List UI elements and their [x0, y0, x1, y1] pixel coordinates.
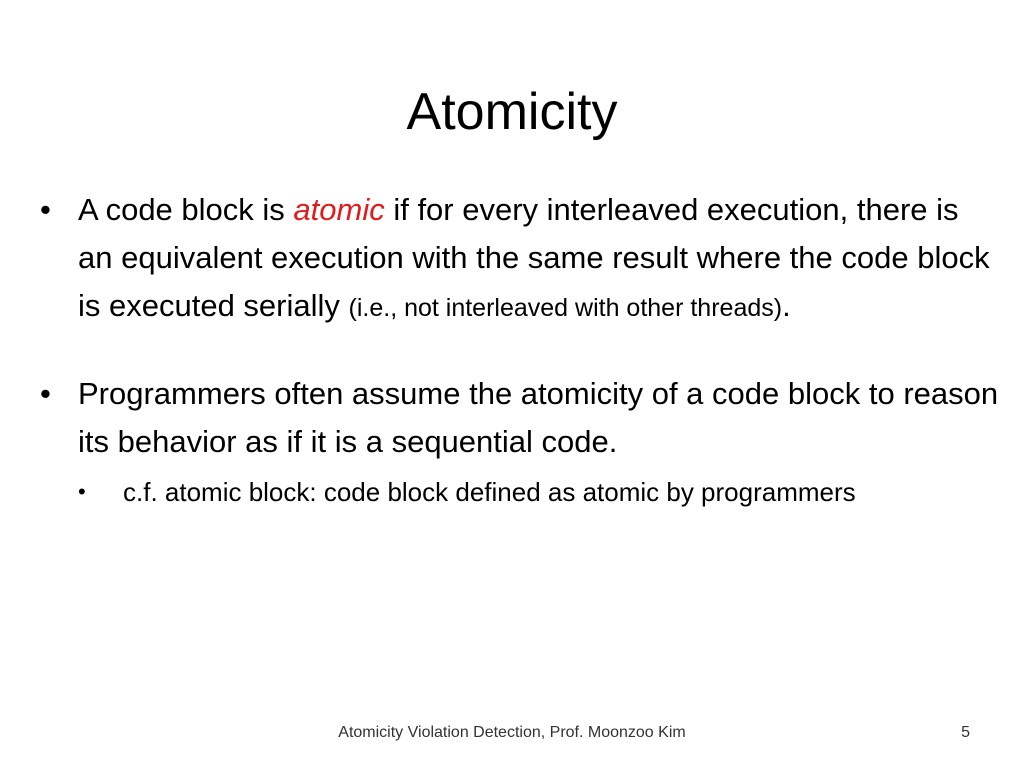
bullet-marker: •: [40, 192, 51, 227]
bullet-text-before: A code block is: [78, 192, 294, 227]
bullet-text-after: if for every interleaved execution, there is an equivalent execution with the same result where the code block is executed serially: [78, 192, 990, 323]
emphasis-term-atomic: atomic: [293, 192, 385, 227]
sub-bullet-marker: •: [78, 479, 86, 504]
bullet-item-1: [40, 186, 1000, 332]
slide-title: Atomicity: [406, 83, 618, 141]
bullet-text: Programmers often assume the atomicity of a code block to reason its behavior as if it is a sequential code.: [78, 376, 999, 459]
sub-bullet-item-1: [78, 472, 1000, 512]
page-number: 5: [961, 724, 970, 741]
bullet-marker: •: [40, 376, 51, 411]
slide-body: [40, 186, 1000, 512]
slide-footer: Atomicity Violation Detection, Prof. Moonzoo Kim: [338, 724, 686, 741]
bullet-end-punctuation: .: [782, 288, 791, 323]
bullet-item-2: [40, 370, 1000, 466]
bullet-parenthetical-note: (i.e., not interleaved with other threads): [348, 294, 783, 322]
sub-bullet-text: c.f. atomic block: code block defined as atomic by programmers: [123, 477, 856, 507]
